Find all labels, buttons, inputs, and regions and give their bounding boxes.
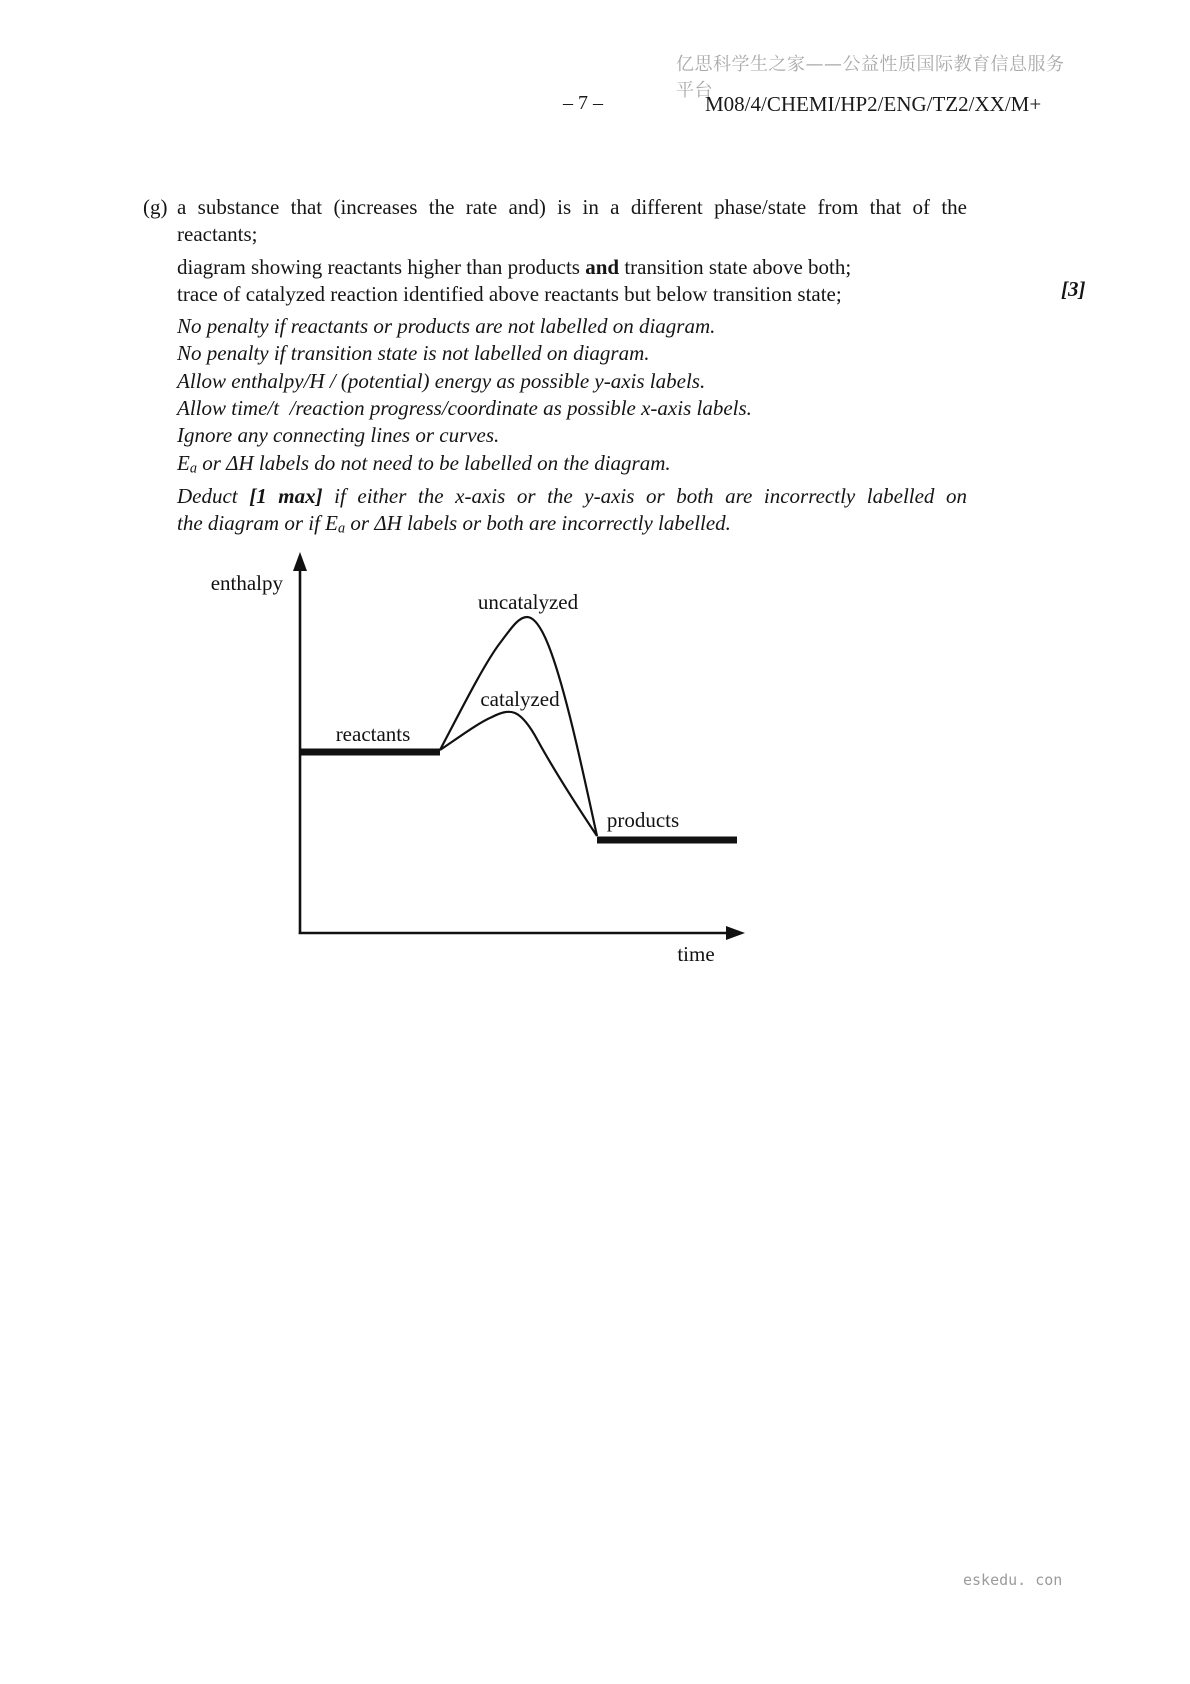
marks-badge: [3] [1061,277,1086,301]
text-segment: [1 max] [249,483,323,508]
y-axis-label: enthalpy [210,571,283,595]
question-line [177,483,967,510]
text-segment: transition state above both; [619,254,852,279]
paper-code: M08/4/CHEMI/HP2/ENG/TZ2/XX/M+ [705,92,1042,116]
text-segment: a [338,520,346,537]
text-segment: or ΔH labels or both are incorrectly labelled. [345,510,731,535]
header-watermark-cn: 亿思科学生之家——公益性质国际教育信息服务平台 [676,54,1065,101]
text-segment: if either the x-axis or the y-axis or both are incorrectly labelled on [322,483,967,508]
x-axis-arrow-icon [726,926,745,940]
text-segment: diagram showing reactants higher than products [177,254,586,279]
question-line [177,281,967,308]
question-line [177,368,967,395]
catalyzed-label: catalyzed [480,687,560,711]
text-segment: Allow time/t /reaction progress/coordinate as possible x-axis labels. [177,396,752,421]
energy-profile-diagram [180,510,800,980]
question-label: (g) [143,195,168,219]
text-segment: Ignore any connecting lines or curves. [177,423,500,448]
text-segment: a substance that (increases the rate and) is in a different phase/state from that of the [177,195,967,219]
question-line [177,254,967,281]
question-line [177,194,967,221]
text-segment: or ΔH labels do not need to be labelled on the diagram. [196,450,671,475]
text-segment: Deduct [177,483,250,508]
reactants-label: reactants [335,722,411,746]
question-line [177,395,967,422]
x-axis-label: time [677,942,715,966]
text-segment: and [585,254,620,279]
question-line [177,422,967,449]
uncatalyzed-curve [440,617,597,836]
text-segment: trace of catalyzed reaction identified above reactants but below transition state; [177,281,842,306]
text-segment: a [189,460,197,477]
page-number: – 7 – [563,92,603,114]
question-line [177,221,967,248]
question-line [177,313,967,340]
question-line [177,340,967,367]
footer-watermark: eskedu. con [963,1571,1063,1589]
text-segment: reactants; [177,222,258,247]
text-segment: E [177,450,190,475]
question-text-block [177,194,967,543]
text-segment: Allow enthalpy/H / (potential) energy as possible y-axis labels. [177,368,706,393]
products-label: products [606,808,680,832]
text-segment: No penalty if transition state is not labelled on diagram. [177,341,650,366]
text-segment: No penalty if reactants or products are not labelled on diagram. [177,314,716,339]
uncatalyzed-label: uncatalyzed [477,590,579,614]
question-line [177,450,967,483]
text-segment: the diagram or if E [177,510,338,535]
y-axis-arrow-icon [293,552,307,571]
